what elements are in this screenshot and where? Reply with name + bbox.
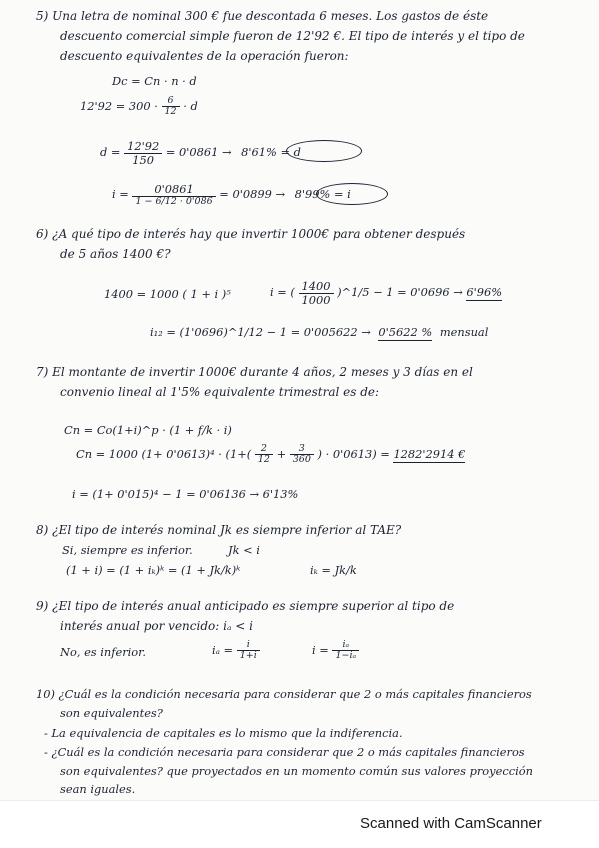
q6-result-monthly: 0'5622 % [378,325,433,339]
q6-result-annual: 6'96% [466,285,503,300]
q10-line-1: 10) ¿Cuál es la condición necesaria para considerar que 2 o más capitales financieros [36,687,532,701]
q6-formula-1: 1400 = 1000 ( 1 + i )⁵ [104,287,231,301]
q7-result: 1282'2914 € [393,446,466,461]
q5-formula-d: d = $\frac{12'92}{150}$ = 0'0861 → 8'61% = d [100,139,301,167]
q6-formula-monthly: i₁₂ = (1'0696)^1/12 − 1 = 0'005622 → 0'5622 % mensual [150,325,489,339]
q7-formula-general: Cn = Co(1+i)^p · (1 + f/k · i) [64,423,232,437]
q8-answer: Si, siempre es inferior. [62,543,193,557]
q9-line-1: 9) ¿El tipo de interés anual anticipado es siempre superior al tipo de [36,599,455,613]
q7-formula-rate: i = (1+ 0'015)⁴ − 1 = 0'06136 → 6'13% [72,487,299,501]
q10-answer-1: - La equivalencia de capitales es lo mismo que la indiferencia. [44,726,403,740]
q10-answer-3: son equivalentes? que proyectados en un momento común sus valores proyección [60,764,533,778]
q6-line-2: de 5 años 1400 €? [60,247,171,261]
q5-i-result-circle [316,183,388,205]
q5-d-result-circle [286,140,362,162]
q10-answer-2: - ¿Cuál es la condición necesaria para considerar que 2 o más capitales financieros [44,745,525,759]
q5-formula-i: i = $\frac{0'0861}{1 - 6/12 \cdot 0'086}$ = 0'0899 → 8'99% = i [112,182,351,207]
q7-line-1: 7) El montante de invertir 1000€ durante 4 años, 2 meses y 3 días en el [36,365,473,379]
q5-line-3: descuento equivalentes de la operación fueron: [60,49,349,63]
q10-line-2: son equivalentes? [60,706,163,720]
q5-i-result: 8'99% = i [294,187,351,201]
q7-line-2: convenio lineal al 1'5% equivalente trimestral es de: [60,385,380,399]
q5-formula-substitution: 12'92 = 300 · $\frac{6}{12}$ · d [80,95,198,118]
q6-line-1: 6) ¿A qué tipo de interés hay que invertir 1000€ para obtener después [36,227,466,241]
q5-line-1: 5) Una letra de nominal 300 € fue descontada 6 meses. Los gastos de éste [36,9,489,23]
q7-formula-substitution: Cn = 1000 (1+ 0'0613)⁴ · (1+( $\frac{2}{12}$ + $\frac{3}{360}$ ) · 0'0613) = 1282'2914 € [76,443,466,466]
q8-formula-ik: iₖ = Jk/k [310,563,357,577]
q8-line-1: 8) ¿El tipo de interés nominal Jk es siempre inferior al TAE? [36,523,402,537]
camscanner-footer: Scanned with CamScanner [360,815,542,832]
q9-formula-ia: iₐ = $\frac{i}{1+i}$ [212,640,260,662]
q9-line-2: interés anual por vencido: iₐ < i [60,619,253,633]
q8-answer-inequality: Jk < i [228,543,260,557]
q8-formula: (1 + i) = (1 + iₖ)ᵏ = (1 + Jk/k)ᵏ [66,563,241,577]
q9-formula-i: i = $\frac{\text{iₐ}}{\text{1−iₐ}}$ [312,640,359,662]
q5-line-2: descuento comercial simple fueron de 12'92 €. El tipo de interés y el tipo de [60,29,525,43]
q10-answer-4: sean iguales. [60,782,136,796]
q5-formula-dc: Dc = Cn · n · d [112,74,197,88]
q6-formula-i: i = ( $\frac{1400}{1000}$ )^1/5 − 1 = 0'0696 → 6'96% [270,279,503,307]
q9-answer: No, es inferior. [60,645,146,659]
q5-d-result: 8'61% = d [241,145,301,160]
